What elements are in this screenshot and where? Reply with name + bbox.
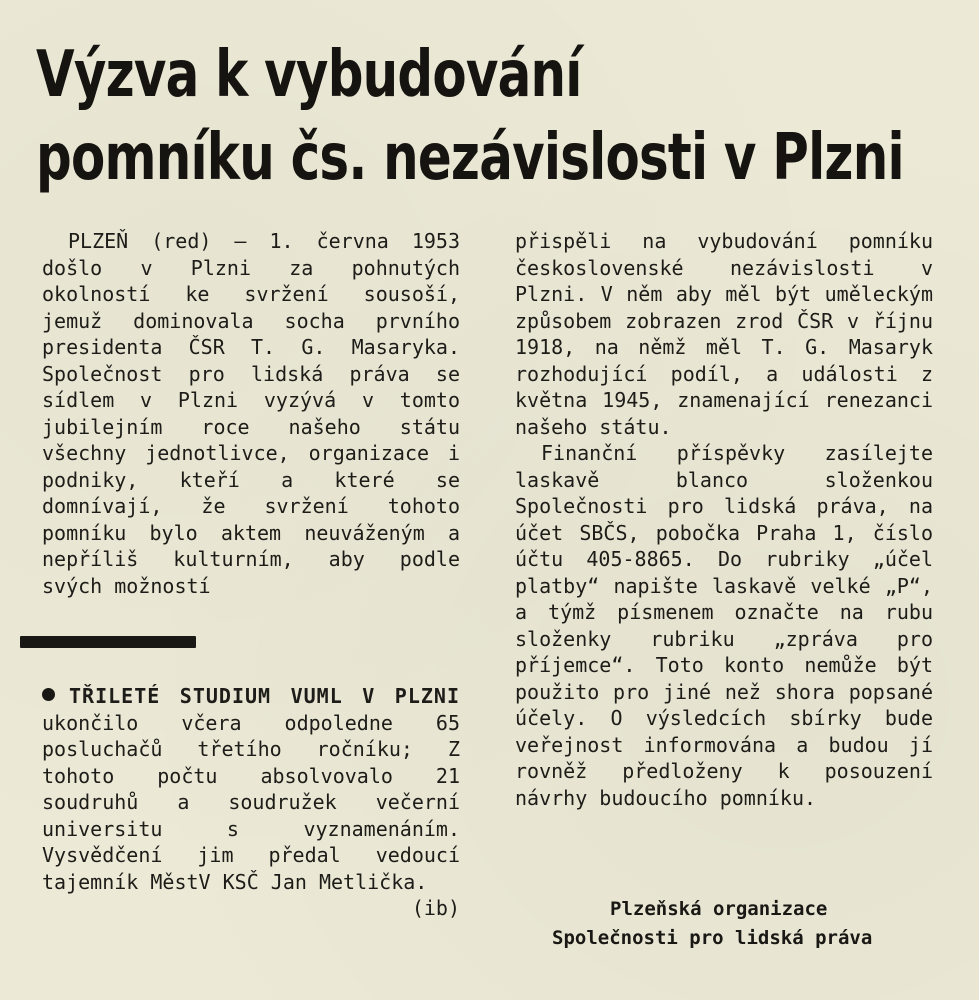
article-continuation-paragraph: přispěli na vybudování pomníku československé nezávislosti v Plzni. V něm aby měl být uměleckým způsobem zobrazen zrod ČSR v říjnu 1918, na němž měl T. G. Masaryk rozhodující podíl, a události z května 1945, znamenající renezanci našeho státu.: [515, 229, 933, 439]
headline-line-2: pomníku čs. nezávislosti v Plzni: [36, 121, 904, 195]
notice-body: ukončilo včera odpoledne 65 posluchačů třetího ročníku; Z tohoto počtu absolvovalo 21 soudruhů a soudružek večerní universitu s vyznamenáním. Vysvědčení jim předal vedoucí tajemník MěstV KSČ Jan Metlička.: [42, 710, 460, 894]
article-right-column: [515, 228, 933, 811]
bullet-icon: [42, 688, 55, 701]
headline-line-1: Výzva k vybudování: [36, 38, 582, 112]
article-lead-paragraph: PLZEŇ (red) — 1. června 1953 došlo v Plzni za pohnutých okolností ke svržení sousoší, jemuž dominovala socha prvního presidenta ČSR T. G. Masaryka. Společnost pro lidská práva se sídlem v Plzni vyzývá v tomto jubilejním roce našeho státu všechny jednotlivce, organizace i podniky, kteří a které se domnívají, že svržení tohoto pomníku bylo aktem neuváženým a nepříliš kulturním, aby podle svých možností: [42, 229, 460, 598]
notice-credit: (ib): [411, 896, 460, 920]
article-donation-paragraph: Finanční příspěvky zasílejte laskavě blanco složenkou Společnosti pro lidská práva, na účet SBČS, pobočka Praha 1, číslo účtu 405-8865. Do rubriky „účel platby“ napište laskavě velké „P“, a týmž písmenem označte na rubu složenky rubriku „zpráva pro příjemce“. Toto konto nemůže být použito pro jiné než shora popsané účely. O výsledcích sbírky bude veřejnost informována a budou jí rovněž předloženy k posouzení návrhy budoucího pomníku.: [515, 441, 933, 810]
short-notice: [42, 683, 460, 922]
section-divider: [20, 636, 196, 648]
notice-heading: TŘILETÉ STUDIUM VUML V PLZNI: [69, 684, 460, 708]
signature-society: Společnosti pro lidská práva: [552, 927, 873, 949]
signature-organization: Plzeňská organizace: [610, 898, 828, 920]
article-left-column: [42, 228, 460, 599]
